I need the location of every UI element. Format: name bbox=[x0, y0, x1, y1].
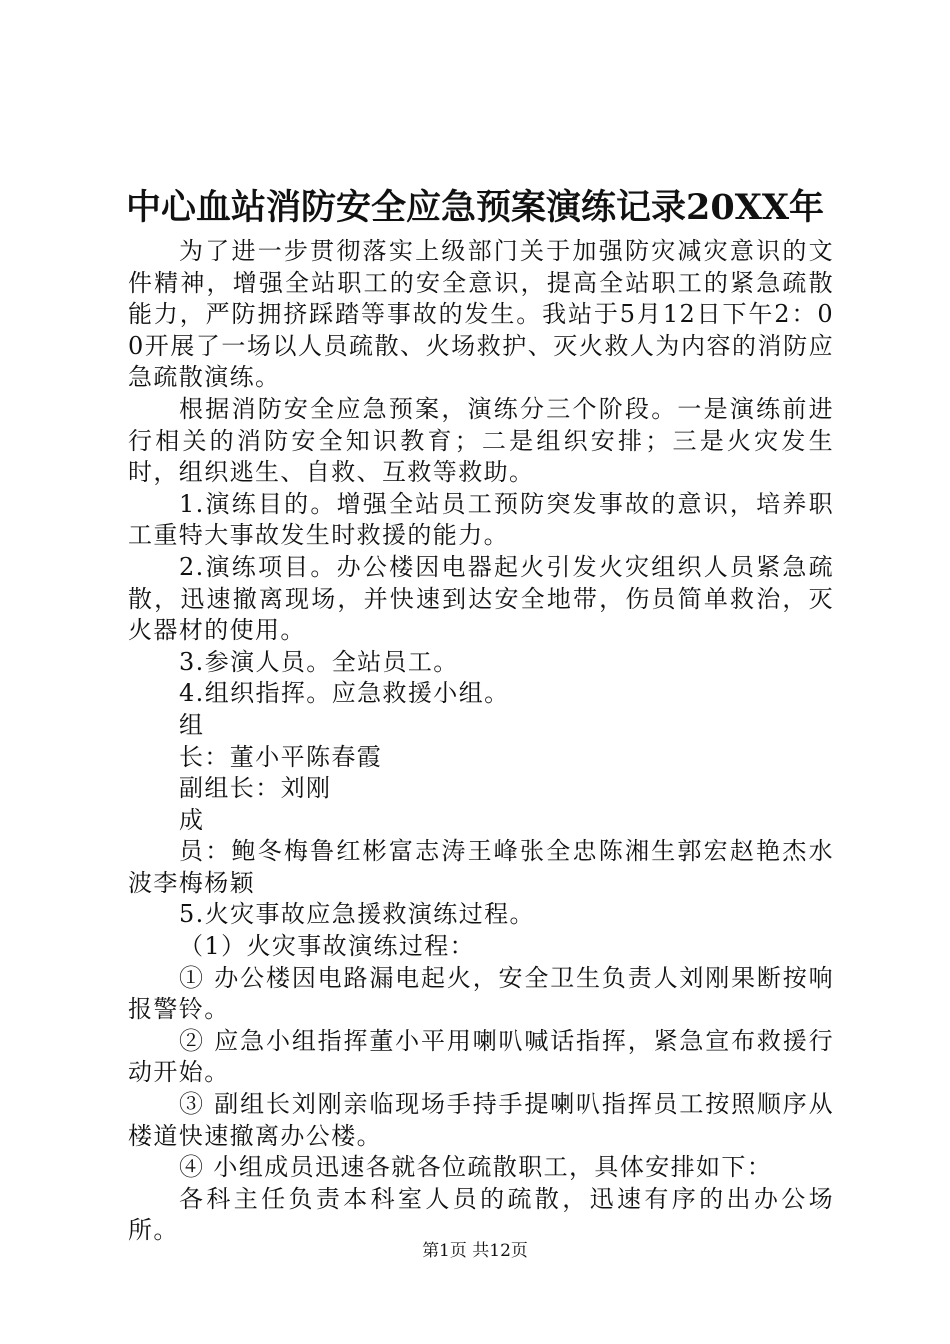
paragraph-step-3: ③ 副组长刘刚亲临现场手持手提喇叭指挥员工按照顺序从楼道快速撤离办公楼。 bbox=[128, 1090, 834, 1150]
document-title: 中心血站消防安全应急预案演练记录20XX年 bbox=[125, 187, 825, 228]
page-number: 第1页 共12页 bbox=[422, 1241, 528, 1261]
paragraph-stages: 根据消防安全应急预案，演练分三个阶段。一是演练前进行相关的消防安全知识教育；二是组织安排；三是火灾发生时，组织逃生、自救、互救等救助。 bbox=[128, 394, 834, 487]
paragraph-leader-label: 组 bbox=[179, 710, 205, 739]
paragraph-purpose: 1.演练目的。增强全站员工预防突发事故的意识，培养职工重特大事故发生时救援的能力。 bbox=[128, 489, 834, 550]
paragraph-process: 5.火灾事故应急援救演练过程。 bbox=[179, 900, 535, 929]
paragraph-command: 4.组织指挥。应急救援小组。 bbox=[179, 679, 510, 708]
paragraph-arrangement: 各科主任负责本科室人员的疏散，迅速有序的出办公场所。 bbox=[128, 1184, 834, 1245]
document-body bbox=[128, 236, 834, 1247]
paragraph-leader: 长：董小平陈春霞 bbox=[179, 742, 383, 771]
paragraph-members: 员：鲍冬梅鲁红彬富志涛王峰张全忠陈湘生郭宏赵艳杰水波李梅杨颖 bbox=[128, 837, 834, 897]
paragraph-step-4: ④ 小组成员迅速各就各位疏散职工，具体安排如下： bbox=[179, 1153, 773, 1182]
paragraph-members-label: 成 bbox=[179, 805, 205, 834]
paragraph-drill-process: （1）火灾事故演练过程： bbox=[179, 932, 476, 961]
paragraph-intro: 为了进一步贯彻落实上级部门关于加强防灾减灾意识的文件精神，增强全站职工的安全意识，提高全站职工的紧急疏散能力，严防拥挤踩踏等事故的发生。我站于5月12日下午2：00开展了一场以人员疏散、火场救护、灭火救人为内容的消防应急疏散演练。 bbox=[128, 237, 834, 392]
paragraph-participants: 3.参演人员。全站员工。 bbox=[179, 647, 459, 676]
paragraph-items: 2.演练项目。办公楼因电器起火引发火灾组织人员紧急疏散，迅速撤离现场，并快速到达安全地带，伤员简单救治，灭火器材的使用。 bbox=[128, 552, 834, 645]
paragraph-deputy: 副组长：刘刚 bbox=[179, 774, 332, 803]
paragraph-step-2: ② 应急小组指挥董小平用喇叭喊话指挥，紧急宣布救援行动开始。 bbox=[128, 1026, 834, 1087]
paragraph-step-1: ① 办公楼因电路漏电起火，安全卫生负责人刘刚果断按响报警铃。 bbox=[128, 963, 834, 1024]
